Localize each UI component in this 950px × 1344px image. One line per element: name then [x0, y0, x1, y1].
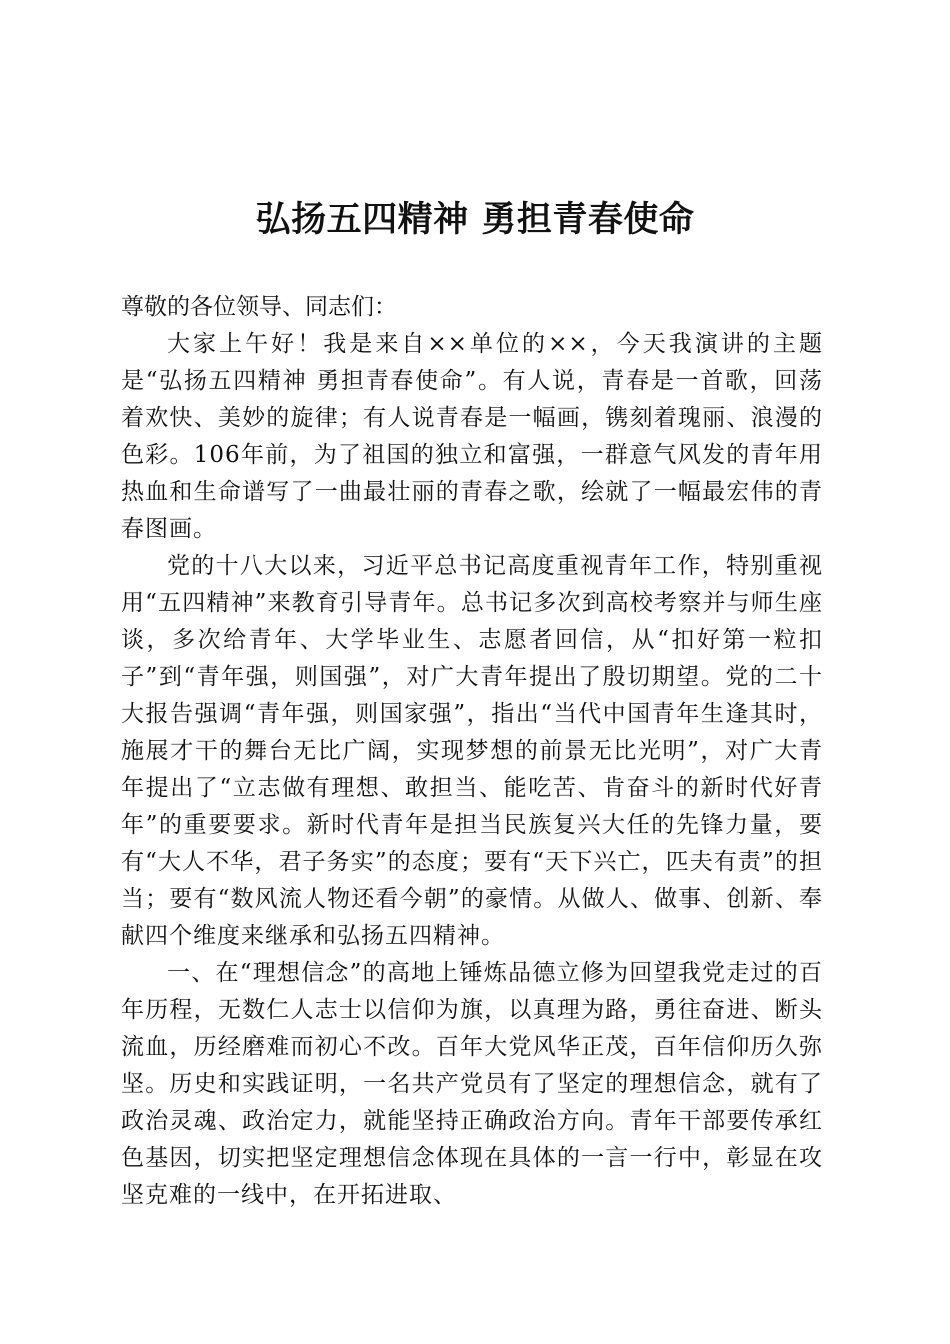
paragraph-greeting: 大家上午好！我是来自××单位的××，今天我演讲的主题是“弘扬五四精神 勇担青春使命”。有人说，青春是一首歌，回荡着欢快、美妙的旋律；有人说青春是一幅画，镌刻着瑰丽、浪漫的色彩。106年前，为了祖国的独立和富强，一群意气风发的青年用热血和生命谱写了一曲最壮丽的青春之歌，绘就了一幅最宏伟的青春图画。 [121, 331, 823, 542]
paragraph-ideals-beliefs: 一、在“理想信念”的高地上锤炼品德立修为回望我党走过的百年历程，无数仁人志士以信仰为旗，以真理为路，勇往奋进、断头流血，历经磨难而初心不改。百年大党风华正茂，百年信仰历久弥坚。历史和实践证明，一名共产党员有了坚定的理想信念，就有了政治灵魂、政治定力，就能坚持正确政治方向。青年干部要传承红色基因，切实把坚定理想信念体现在具体的一言一行中，彰显在攻坚克难的一线中，在开拓进取、 [121, 960, 823, 1208]
salutation: 尊敬的各位领导、同志们： [121, 294, 397, 320]
paragraph-party-congress: 党的十八大以来，习近平总书记高度重视青年工作，特别重视用“五四精神”来教育引导青年。总书记多次到高校考察并与师生座谈，多次给青年、大学毕业生、志愿者回信，从“扣好第一粒扣子”到“青年强，则国强”，对广大青年提出了殷切期望。党的二十大报告强调“青年强，则国家强”，指出“当代中国青年生逢其时，施展才干的舞台无比广阔，实现梦想的前景无比光明”，对广大青年提出了“立志做有理想、敢担当、能吃苦、肯奋斗的新时代好青年”的重要要求。新时代青年是担当民族复兴大任的先锋力量，要有“大人不华，君子务实”的态度；要有“天下兴亡，匹夫有责”的担当；要有“数风流人物还看今朝”的豪情。从做人、做事、创新、奉献四个维度来继承和弘扬五四精神。 [121, 553, 823, 949]
document-title: 弘扬五四精神 勇担青春使命 [255, 199, 695, 240]
document-body [121, 289, 823, 1214]
